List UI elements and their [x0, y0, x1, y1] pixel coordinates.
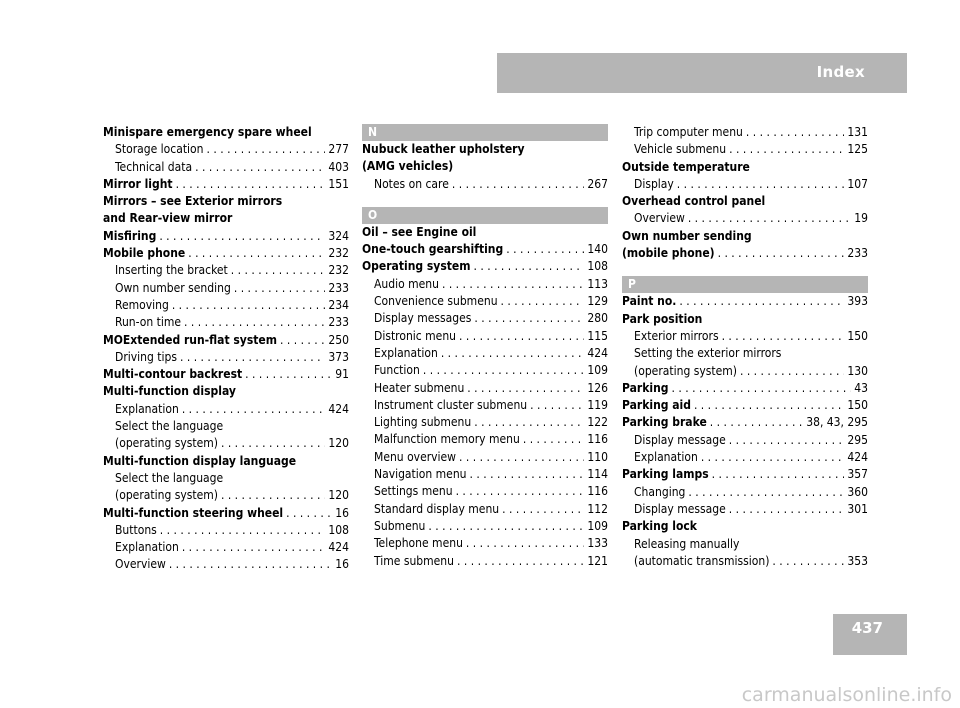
page-reference: 233 — [328, 315, 349, 330]
entry-text: Own number sending — [622, 228, 752, 243]
index-subentry — [622, 484, 868, 501]
section-letter-n: N — [362, 124, 608, 141]
entry-text: (operating system) — [115, 488, 218, 503]
dot-leader — [221, 487, 325, 504]
dot-leader — [428, 518, 584, 535]
index-subentry — [622, 536, 868, 553]
page-reference: 115 — [587, 328, 608, 343]
page-reference: 120 — [328, 436, 349, 451]
dot-leader — [677, 176, 845, 193]
dot-leader — [423, 362, 585, 379]
entry-text: Time submenu — [374, 553, 454, 568]
index-entry — [622, 228, 868, 245]
entry-text: Display messages — [374, 311, 472, 326]
index-entry — [362, 241, 608, 258]
entry-text: Distronic menu — [374, 328, 457, 343]
page-reference: 424 — [328, 401, 349, 416]
index-subentry — [103, 487, 349, 504]
entry-text: Select the language — [115, 470, 224, 485]
index-subentry — [622, 449, 868, 466]
dot-leader — [207, 141, 326, 158]
index-entry — [362, 158, 608, 175]
entry-text: Convenience submenu — [374, 294, 498, 309]
index-entry — [622, 397, 868, 414]
entry-text: Multi-function display — [103, 384, 236, 399]
page-reference: 122 — [587, 415, 608, 430]
index-subentry — [362, 328, 608, 345]
page-reference: 126 — [587, 380, 608, 395]
entry-text: Parking brake — [622, 415, 707, 430]
dot-leader — [474, 310, 584, 327]
index-subentry — [103, 522, 349, 539]
entry-text: Changing — [634, 484, 686, 499]
dot-leader — [502, 501, 584, 518]
dot-leader — [694, 397, 844, 414]
entry-text: Parking lock — [622, 519, 697, 534]
page-reference: 424 — [328, 540, 349, 555]
index-column-2 — [362, 124, 608, 570]
dot-leader — [441, 345, 585, 362]
entry-text: Navigation menu — [374, 467, 467, 482]
entry-text: Standard display menu — [374, 501, 500, 516]
entry-text: One-touch gearshifting — [362, 242, 504, 257]
index-subentry — [103, 159, 349, 176]
page-reference: 324 — [328, 228, 349, 243]
entry-text: Technical data — [115, 159, 193, 174]
index-subentry — [362, 310, 608, 327]
index-subentry — [103, 556, 349, 573]
index-entry — [103, 366, 349, 383]
index-subentry — [362, 518, 608, 535]
index-subentry — [362, 483, 608, 500]
page-reference: 140 — [587, 242, 608, 257]
index-entry — [622, 380, 868, 397]
entry-text: Minispare emergency spare wheel — [103, 125, 312, 139]
page-reference: 130 — [847, 363, 868, 378]
entry-text: Buttons — [115, 522, 157, 537]
page-reference: 424 — [847, 450, 868, 465]
entry-text: Mobile phone — [103, 246, 186, 261]
page-reference: 360 — [847, 484, 868, 499]
page-reference: 113 — [587, 276, 608, 291]
dot-leader — [523, 431, 585, 448]
dot-leader — [740, 363, 844, 380]
page-reference: 116 — [587, 432, 608, 447]
index-subentry — [103, 349, 349, 366]
page-number-box — [833, 614, 907, 655]
page-reference: 116 — [587, 484, 608, 499]
entry-text: Parking — [622, 380, 669, 395]
entry-text: Misfiring — [103, 228, 157, 243]
index-entry — [103, 193, 349, 210]
entry-text: Explanation — [115, 401, 179, 416]
index-subentry — [362, 362, 608, 379]
entry-text: Menu overview — [374, 449, 457, 464]
dot-leader — [286, 505, 332, 522]
page-reference: 131 — [847, 125, 868, 139]
dot-leader — [442, 276, 584, 293]
page-reference: 250 — [328, 332, 349, 347]
page-reference: 129 — [587, 294, 608, 309]
dot-leader — [234, 280, 326, 297]
dot-leader — [466, 535, 584, 552]
page-reference: 232 — [328, 263, 349, 278]
page-reference: 91 — [335, 367, 349, 382]
dot-leader — [530, 397, 584, 414]
index-entry — [103, 124, 349, 141]
dot-leader — [729, 501, 845, 518]
entry-text: Park position — [622, 311, 703, 326]
dot-leader — [180, 349, 325, 366]
dot-leader — [457, 553, 584, 570]
dot-leader — [459, 449, 584, 466]
dot-leader — [746, 124, 845, 141]
index-subentry — [622, 345, 868, 362]
dot-leader — [701, 449, 845, 466]
entry-text: Telephone menu — [374, 536, 463, 551]
dot-leader — [195, 159, 325, 176]
entry-text: Inserting the bracket — [115, 263, 228, 278]
entry-text: Outside temperature — [622, 159, 750, 174]
index-entry — [622, 193, 868, 210]
watermark: carmanualsonline.info — [741, 684, 952, 706]
page-reference: 424 — [587, 345, 608, 360]
entry-text: Explanation — [115, 540, 179, 555]
page-reference: 280 — [587, 311, 608, 326]
page-reference: 19 — [854, 211, 868, 226]
entry-text: (mobile phone) — [622, 246, 715, 261]
page-reference: 109 — [587, 363, 608, 378]
index-subentry — [103, 470, 349, 487]
entry-text: Own number sending — [115, 280, 231, 295]
entry-text: Overview — [115, 557, 166, 572]
index-subentry — [103, 314, 349, 331]
index-subentry — [622, 124, 868, 141]
entry-text: Storage location — [115, 142, 204, 157]
index-subentry — [622, 210, 868, 227]
index-subentry — [362, 431, 608, 448]
entry-text: Trip computer menu — [634, 125, 743, 139]
index-subentry — [362, 380, 608, 397]
page-reference: 108 — [587, 259, 608, 274]
index-subentry — [103, 435, 349, 452]
entry-text: Parking lamps — [622, 467, 709, 482]
dot-leader — [221, 435, 325, 452]
dot-leader — [729, 141, 844, 158]
index-subentry — [362, 501, 608, 518]
dot-leader — [722, 328, 845, 345]
dot-leader — [169, 556, 332, 573]
entry-text: Oil – see Engine oil — [362, 224, 477, 239]
page-number: 437 — [851, 619, 883, 637]
entry-text: (automatic transmission) — [634, 553, 770, 568]
index-subentry — [103, 141, 349, 158]
entry-text: Explanation — [634, 450, 698, 465]
index-entry — [362, 258, 608, 275]
index-subentry — [622, 501, 868, 518]
entry-text: Run-on time — [115, 315, 182, 330]
index-subentry — [362, 535, 608, 552]
dot-leader — [679, 293, 844, 310]
dot-leader — [231, 262, 326, 279]
dot-leader — [772, 553, 844, 570]
page-reference: 233 — [847, 246, 868, 261]
page-reference: 110 — [587, 449, 608, 464]
page-reference: 125 — [847, 142, 868, 157]
entry-text: Setting the exterior mirrors — [634, 346, 782, 361]
entry-text: Mirror light — [103, 176, 173, 191]
dot-leader — [688, 484, 844, 501]
page-reference: 150 — [847, 398, 868, 413]
index-entry — [622, 311, 868, 328]
index-subentry — [103, 297, 349, 314]
dot-leader — [688, 210, 851, 227]
index-column-1 — [103, 124, 349, 574]
page-reference: 267 — [587, 176, 608, 191]
dot-leader — [501, 293, 585, 310]
dot-leader — [459, 328, 584, 345]
header-bar — [497, 53, 907, 93]
page-reference: 234 — [328, 297, 349, 312]
entry-text: Display — [634, 176, 674, 191]
entry-text: Overhead control panel — [622, 194, 766, 209]
dot-leader — [182, 539, 326, 556]
index-subentry — [103, 262, 349, 279]
index-subentry — [622, 141, 868, 158]
page-reference: 277 — [328, 142, 349, 157]
index-entry — [103, 245, 349, 262]
dot-leader — [245, 366, 332, 383]
dot-leader — [470, 466, 585, 483]
page-reference: 393 — [847, 294, 868, 309]
index-subentry — [622, 176, 868, 193]
page-reference: 295 — [847, 432, 868, 447]
section-letter-p: P — [622, 276, 868, 293]
index-entry — [103, 453, 349, 470]
index-entry — [103, 505, 349, 522]
index-subentry — [362, 449, 608, 466]
page-reference: 357 — [847, 467, 868, 482]
page-reference: 150 — [847, 328, 868, 343]
page-reference: 151 — [328, 176, 349, 191]
dot-leader — [474, 258, 585, 275]
index-subentry — [362, 276, 608, 293]
entry-text: (operating system) — [115, 436, 218, 451]
section-letter-o: O — [362, 207, 608, 224]
page-reference: 107 — [847, 176, 868, 191]
entry-text: Settings menu — [374, 484, 453, 499]
page-reference: 133 — [587, 536, 608, 551]
index-subentry — [362, 414, 608, 431]
index-entry — [362, 224, 608, 241]
entry-text: Notes on care — [374, 176, 449, 191]
dot-leader — [467, 380, 584, 397]
entry-text: Display message — [634, 501, 726, 516]
dot-leader — [159, 228, 325, 245]
entry-text: Display message — [634, 432, 726, 447]
index-entry — [103, 228, 349, 245]
page-reference: 403 — [328, 159, 349, 174]
entry-text: and Rear-view mirror — [103, 211, 233, 226]
index-entry — [362, 141, 608, 158]
dot-leader — [182, 401, 326, 418]
index-subentry — [362, 176, 608, 193]
dot-leader — [188, 245, 325, 262]
dot-leader — [718, 245, 845, 262]
dot-leader — [184, 314, 325, 331]
index-subentry — [622, 553, 868, 570]
page-reference: 112 — [587, 501, 608, 516]
entry-text: Releasing manually — [634, 536, 740, 551]
dot-leader — [452, 176, 585, 193]
entry-text: Select the language — [115, 419, 224, 434]
index-entry — [103, 210, 349, 227]
index-subentry — [622, 432, 868, 449]
entry-text: Paint no. — [622, 294, 677, 309]
page-reference: 43 — [854, 380, 868, 395]
entry-text: Explanation — [374, 345, 438, 360]
index-entry — [622, 159, 868, 176]
index-entry — [622, 414, 868, 431]
index-subentry — [103, 280, 349, 297]
dot-leader — [710, 414, 803, 431]
index-subentry — [622, 328, 868, 345]
entry-text: Vehicle submenu — [634, 142, 727, 157]
index-column-3 — [622, 124, 868, 570]
entry-text: (operating system) — [634, 363, 737, 378]
page-reference: 232 — [328, 246, 349, 261]
index-entry — [103, 332, 349, 349]
entry-text: Driving tips — [115, 349, 177, 364]
dot-leader — [672, 380, 852, 397]
entry-text: Multi-function display language — [103, 453, 297, 468]
index-subentry — [103, 418, 349, 435]
index-entry — [103, 383, 349, 400]
page-reference: 109 — [587, 518, 608, 533]
index-subentry — [103, 401, 349, 418]
entry-text: Lighting submenu — [374, 415, 472, 430]
index-entry — [622, 245, 868, 262]
entry-text: Audio menu — [374, 276, 439, 291]
index-subentry — [362, 293, 608, 310]
index-subentry — [362, 345, 608, 362]
page-reference: 16 — [335, 505, 349, 520]
index-subentry — [103, 539, 349, 556]
page-reference: 119 — [587, 397, 608, 412]
entry-text: Multi-contour backrest — [103, 367, 243, 382]
entry-text: Multi-function steering wheel — [103, 505, 284, 520]
index-entry — [622, 466, 868, 483]
entry-text: Overview — [634, 211, 685, 226]
page-reference: 373 — [328, 349, 349, 364]
entry-text: Submenu — [374, 518, 426, 533]
entry-text: Exterior mirrors — [634, 328, 719, 343]
dot-leader — [172, 297, 326, 314]
entry-text: Malfunction memory menu — [374, 432, 520, 447]
entry-text: Parking aid — [622, 398, 691, 413]
entry-text: Operating system — [362, 259, 471, 274]
index-subentry — [622, 363, 868, 380]
dot-leader — [280, 332, 325, 349]
page-reference: 120 — [328, 488, 349, 503]
entry-text: MOExtended run-flat system — [103, 332, 277, 347]
dot-leader — [729, 432, 845, 449]
page-reference: 353 — [847, 553, 868, 568]
page-reference: 108 — [328, 522, 349, 537]
entry-text: Mirrors – see Exterior mirrors — [103, 194, 283, 209]
index-entry — [622, 518, 868, 535]
entry-text: Instrument cluster submenu — [374, 397, 528, 412]
dot-leader — [712, 466, 845, 483]
page-title: Index — [816, 63, 865, 81]
page-reference: 38, 43, 295 — [806, 415, 868, 430]
index-subentry — [362, 397, 608, 414]
index-subentry — [362, 466, 608, 483]
dot-leader — [474, 414, 584, 431]
page-reference: 121 — [587, 553, 608, 568]
index-subentry — [362, 553, 608, 570]
page-reference: 233 — [328, 280, 349, 295]
entry-text: (AMG vehicles) — [362, 159, 454, 174]
page-reference: 114 — [587, 467, 608, 482]
page-reference: 301 — [847, 501, 868, 516]
dot-leader — [456, 483, 585, 500]
dot-leader — [160, 522, 326, 539]
entry-text: Heater submenu — [374, 380, 465, 395]
entry-text: Nubuck leather upholstery — [362, 142, 525, 156]
page-reference: 16 — [335, 557, 349, 572]
index-entry — [622, 293, 868, 310]
dot-leader — [506, 241, 584, 258]
entry-text: Removing — [115, 297, 169, 312]
entry-text: Function — [374, 363, 420, 378]
index-entry — [103, 176, 349, 193]
dot-leader — [176, 176, 326, 193]
